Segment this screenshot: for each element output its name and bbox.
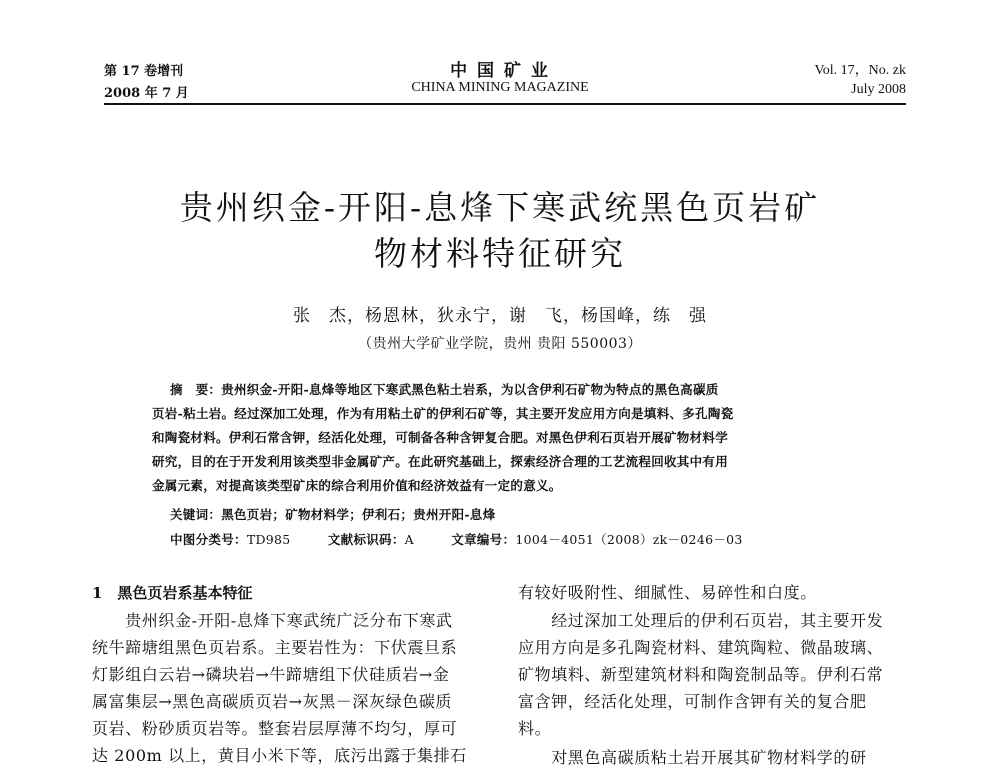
volume-label: Vol. 17，No. zk [814, 63, 906, 78]
abstract-line-3: 和陶瓷材料。伊利石常含钾，经活化处理，可制备各种含钾复合肥。对黑色伊利石页岩开展矿物材料学 [152, 430, 729, 445]
left-body-line-3: 灯影组白云岩→磷块岩→牛蹄塘组下伏硅质岩→金 [92, 665, 450, 684]
abstract-line-5: 金属元素，对提高该类型矿床的综合利用价值和经济效益有一定的意义。 [152, 478, 562, 493]
right-body-line-6: 料。 [518, 719, 552, 738]
left-body-line-1: 贵州织金-开阳-息烽下寒武统广泛分布下寒武 [92, 611, 453, 630]
right-body-line-5: 富含钾，经活化处理，可制作含钾有关的复合肥 [518, 692, 867, 711]
author-list: 张 杰，杨恩林，狄永宁，谢 飞，杨国峰，练 强 [293, 306, 707, 326]
clc-value: TD985 [246, 532, 291, 547]
article-title-line-1: 贵州织金-开阳-息烽下寒武统黑色页岩矿 [179, 188, 821, 227]
left-body-line-5: 页岩、粉砂质页岩等。整套岩层厚薄不均匀，厚可 [92, 719, 458, 738]
abstract-line-2: 页岩-粘土岩。经过深加工处理，作为有用粘土矿的伊利石矿等，其主要开发应用方向是填料、多孔陶瓷 [152, 406, 734, 421]
journal-title-cn: 中 国 矿 业 [450, 61, 550, 81]
keywords-text: 黑色页岩；矿物材料学；伊利石；贵州开阳-息烽 [221, 507, 496, 522]
doc-code-label: 文献标识码： [327, 532, 405, 547]
keywords-label: 关键词： [170, 507, 222, 522]
right-body-line-4: 矿物填料、新型建筑材料和陶瓷制品等。伊利石常 [518, 665, 884, 684]
right-body-line-2: 经过深加工处理后的伊利石页岩，其主要开发 [518, 611, 884, 630]
journal-title-en: CHINA MINING MAGAZINE [411, 80, 589, 95]
classification-line [170, 530, 743, 548]
date-cn-label: 2008 年 7 月 [104, 86, 189, 101]
keywords-line [170, 505, 496, 523]
doc-code-value: A [404, 532, 414, 547]
abstract-label: 摘 要： [170, 382, 222, 397]
abstract-text-1: 贵州织金-开阳-息烽等地区下寒武黑色粘土岩系，为以含伊利石矿物为特点的黑色高碳质 [221, 382, 719, 397]
header-rule [104, 103, 906, 105]
affiliation: （贵州大学矿业学院，贵州 贵阳 550003） [358, 336, 642, 352]
left-body-line-6: 达 200m 以上，黄目小米下等，底污出露于集排石 [92, 746, 467, 765]
right-body-line-1: 有较好吸附性、细腻性、易碎性和白度。 [518, 583, 817, 602]
abstract-line-1 [170, 380, 719, 398]
issue-label: 第 17 卷增刊 [104, 64, 184, 79]
left-body-line-2: 统牛蹄塘组黑色页岩系。主要岩性为：下伏震旦系 [92, 638, 458, 657]
left-body-line-4: 属富集层→黑色高碳质页岩→灰黑－深灰绿色碳质 [92, 692, 453, 711]
right-body-line-3: 应用方向是多孔陶瓷材料、建筑陶粒、微晶玻璃、 [518, 638, 884, 657]
clc-label: 中图分类号： [170, 532, 247, 547]
right-body-line-7: 对黑色高碳质粘土岩开展其矿物材料学的研 [518, 748, 867, 767]
article-number-label: 文章编号： [451, 532, 516, 547]
abstract-line-4: 研究，目的在于开发利用该类型非金属矿产。在此研究基础上，探索经济合理的工艺流程回收其中有用 [152, 454, 729, 469]
date-en-label: July 2008 [851, 82, 906, 97]
section-1-heading: 1 黑色页岩系基本特征 [92, 584, 253, 602]
article-number-value: 1004－4051（2008）zk－0246－03 [515, 532, 743, 547]
article-title-line-2: 物材料特征研究 [374, 234, 626, 273]
